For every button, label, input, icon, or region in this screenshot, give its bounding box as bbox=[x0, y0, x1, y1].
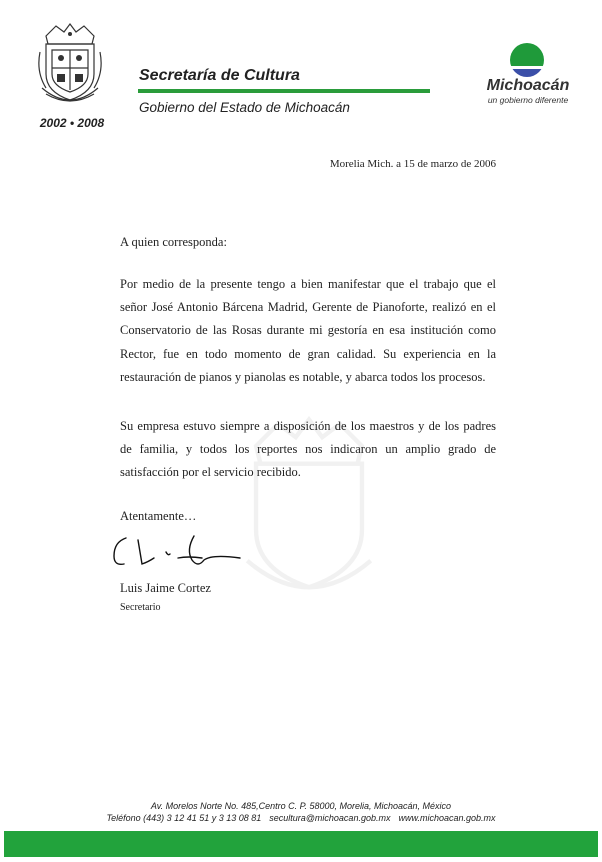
handwritten-signature-icon bbox=[108, 532, 248, 574]
letter-salutation: A quien corresponda: bbox=[120, 235, 227, 249]
signer-title: Secretario bbox=[120, 602, 161, 613]
state-logo-slogan: un gobierno diferente bbox=[487, 95, 569, 105]
michoacan-sphere-logo-icon bbox=[509, 42, 545, 82]
administration-term: 2002 • 2008 bbox=[39, 116, 105, 130]
state-coat-of-arms-icon bbox=[36, 22, 104, 108]
footer-website: www.michoacan.gob.mx bbox=[398, 813, 496, 823]
footer-address: Av. Morelos Norte No. 485,Centro C. P. 58000, Morelia, Michoacán, México bbox=[150, 801, 452, 811]
footer-bar bbox=[4, 831, 598, 857]
footer-phone: Teléfono (443) 3 12 41 51 y 3 13 08 81 bbox=[106, 813, 262, 823]
letter-paragraph: Por medio de la presente tengo a bien manifestar que el trabajo que el señor José Antonio Bárcena Madrid, Gerente de Pianoforte, realizó en el Conservatorio de las Rosas durante mi gestoría en esa institución como Rector, fue en todo momento de gran calidad. Su experiencia en la restauración de pianos y pianolas es notable, y abarca todos los procesos. bbox=[120, 277, 496, 384]
letter-date: Morelia Mich. a 15 de marzo de 2006 bbox=[329, 158, 496, 170]
signer-name: Luis Jaime Cortez bbox=[120, 581, 211, 595]
letter-closing: Atentamente… bbox=[120, 509, 197, 523]
ministry-name: Secretaría de Cultura bbox=[139, 67, 300, 84]
header-rule bbox=[138, 89, 430, 93]
footer-email: secultura@michoacan.gob.mx bbox=[269, 813, 391, 823]
government-name: Gobierno del Estado de Michoacán bbox=[139, 100, 350, 115]
footer-contact bbox=[0, 813, 602, 823]
letter-paragraph: Su empresa estuvo siempre a disposición de los maestros y de los padres de familia, y todos los reportes nos indicaron un amplio grado de satisfacción por el servicio recibido. bbox=[120, 419, 496, 480]
state-logo-name: Michoacán bbox=[486, 77, 570, 94]
